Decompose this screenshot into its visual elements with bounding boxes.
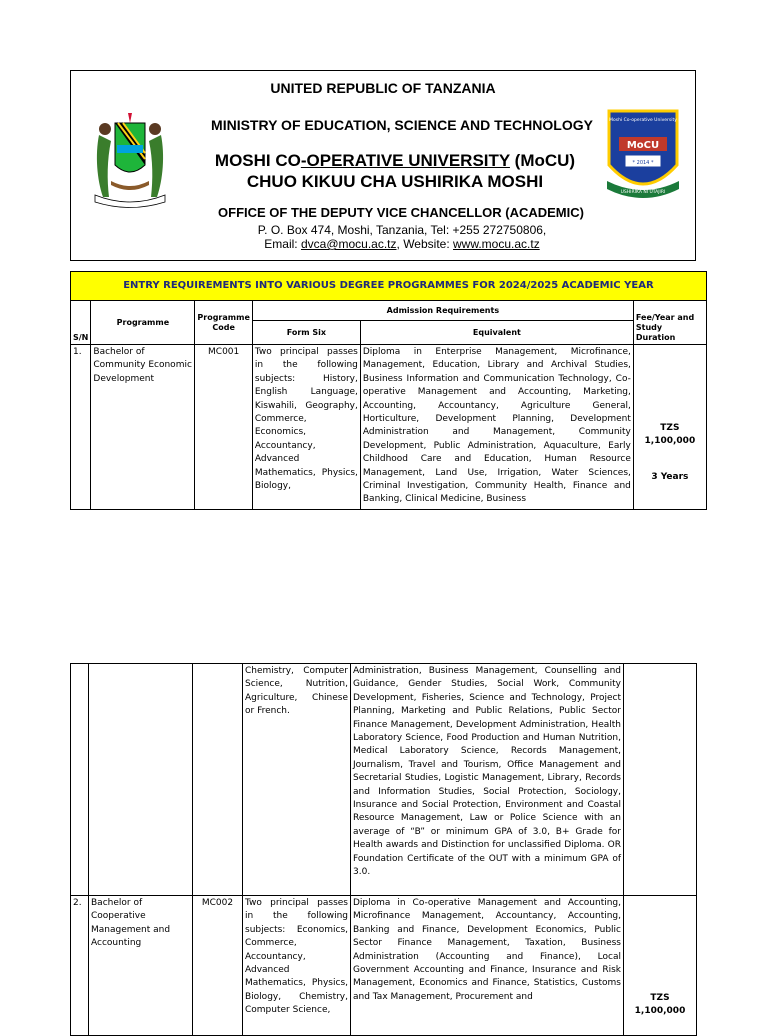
row-programme: Bachelor of Cooperative Management and Accounting [89, 896, 193, 1036]
row-sn: 2. [71, 896, 89, 1036]
crest-top-text: Moshi Co-operative University [609, 118, 677, 123]
header-equivalent: Equivalent [360, 321, 633, 345]
row-programme: Bachelor of Community Economic Development [91, 345, 195, 510]
crest-name-text: MoCU [626, 140, 660, 151]
row-form-six: Two principal passes in the following subjects: Economics, Commerce, Accountancy, Advanced Mathematics, Physics, Biology, Chemistry, Computer Science, [243, 896, 351, 1036]
header-admission-requirements: Admission Requirements [252, 301, 633, 321]
row-fee [624, 896, 697, 1036]
table-row [71, 664, 697, 896]
table-row [71, 345, 707, 510]
row-form-six: Two principal passes in the following subjects: History, English Language, Kiswahili, Geography, Commerce, Economics, Accountancy, Advanced Mathematics, Physics, Biology, [252, 345, 360, 510]
office-name: OFFICE OF THE DEPUTY VICE CHANCELLOR (ACADEMIC) [218, 205, 584, 220]
university-crest-logo [603, 107, 683, 207]
fee-amount: TZS 1,100,000 [644, 423, 696, 447]
row-code: MC001 [195, 345, 252, 510]
header-programme-code: Programme Code [195, 301, 252, 345]
study-duration: 3 Years [651, 471, 689, 482]
entry-requirements-table [70, 271, 707, 510]
website-link[interactable]: www.mocu.ac.tz [453, 237, 540, 251]
entry-requirements-table-continued [70, 663, 697, 1036]
email-link[interactable]: dvca@mocu.ac.tz [300, 237, 397, 251]
header-programme: Programme [91, 301, 195, 345]
country-name: UNITED REPUBLIC OF TANZANIA [270, 80, 496, 96]
table-row [71, 896, 697, 1036]
row-form-six: Chemistry, Computer Science, Nutrition, Agriculture, Chinese or French. [243, 664, 351, 896]
header-form-six: Form Six [252, 321, 360, 345]
header-sn: S/N [71, 301, 91, 345]
row-equivalent: Diploma in Co-operative Management and Accounting, Microfinance Management, Accountancy, Accounting, Banking and Finance, Development Economics, Public Sector Finance Management, Taxation, Business Administration (Accounting and Finance), Local Government Accounting and Finance, Insurance and Risk Management, Economics and Finance, Statistics, Customs and Tax Management, Procurement and [351, 896, 624, 1036]
contact-line: Email: dvca@mocu.ac.tz, Website: www.mocu.ac.tz [264, 237, 540, 251]
row-code: MC002 [193, 896, 243, 1036]
fee-amount: TZS 1,100,000 [634, 993, 686, 1017]
row-fee [633, 345, 706, 510]
header-fee-duration: Fee/Year and Study Duration [633, 301, 706, 345]
letterhead [70, 70, 696, 261]
row-sn: 1. [71, 345, 91, 510]
row-equivalent: Diploma in Enterprise Management, Microfinance, Management, Education, Library and Archival Studies, Business Information and Communication Technology, Co-operative Management and Accounting, Marketing, Accounting, Accountancy, Agriculture General, Horticulture, Development Planning, Development Administration and Management, Community Development, Public Administration, Aquaculture, Early Childhood Care and Education, Human Resource Management, Land Use, Irrigation, Water Sciences, Criminal Investigation, Community Health, Finance and Banking, Clinical Medicine, Business [360, 345, 633, 510]
row-equivalent: Administration, Business Management, Counselling and Guidance, Gender Studies, Social Work, Community Development, Fisheries, Science and Technology, Project Planning, Marketing and Public Relations, Public Sector Finance Management, Development Administration, Health Laboratory Science, Food Production and Human Nutrition, Medical Laboratory Science, Records Management, Journalism, Travel and Tourism, Office Management and Secretarial Studies, Logistic Management, Library, Records and Information Studies, Social Protection, Sociology, Insurance and Social Protection, Environment and Coastal Resource Management, Law or Police Science with an average of “B” or minimum GPA of 3.0, B+ Grade for Health awards and Distinction for unclassified Diploma. OR Foundation Certificate of the OUT with a minimum GPA of 3.0. [351, 664, 624, 896]
crest-year-text: * 2014 * [632, 160, 654, 166]
university-name: MOSHI CO-OPERATIVE UNIVERSITY (MoCU) [214, 151, 576, 170]
university-name-swahili: CHUO KIKUU CHA USHIRIKA MOSHI [246, 172, 544, 191]
crest-ribbon-text: USHIRIKA NI UTAJIRI [620, 190, 666, 195]
postal-address: P. O. Box 474, Moshi, Tanzania, Tel: +255 272750806, [257, 223, 547, 237]
ministry-name: MINISTRY OF EDUCATION, SCIENCE AND TECHNOLOGY [211, 117, 593, 133]
table-title: ENTRY REQUIREMENTS INTO VARIOUS DEGREE PROGRAMMES FOR 2024/2025 ACADEMIC YEAR [71, 272, 707, 301]
